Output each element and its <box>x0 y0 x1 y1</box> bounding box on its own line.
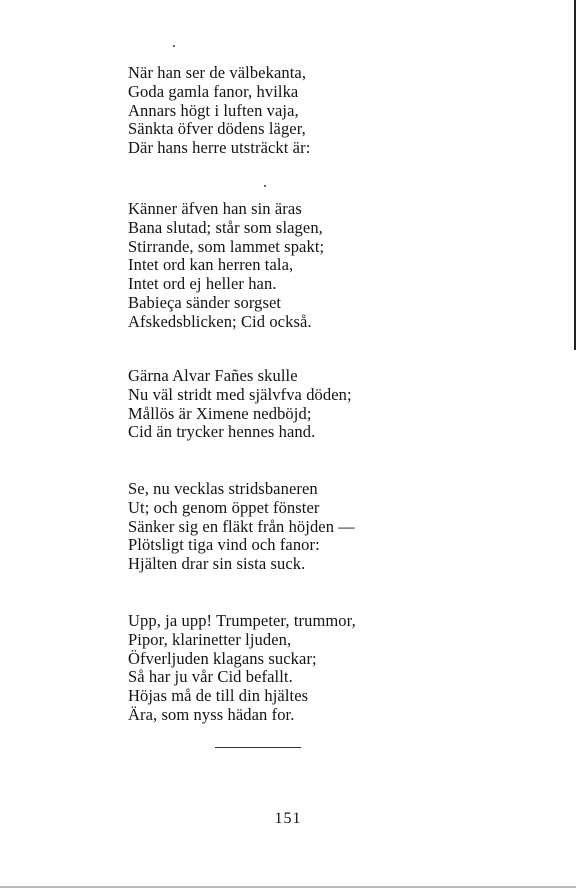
poem-line: Ära, som nyss hädan for. <box>128 704 295 724</box>
poem-line: Cid än trycker hennes hand. <box>128 422 316 442</box>
poem-line: Goda gamla fanor, hvilka <box>128 81 299 101</box>
poem-line: Ut; och genom öppet fönster <box>128 497 320 517</box>
stanza-5 <box>128 612 356 725</box>
poem-line: Där hans herre utsträckt är: <box>128 138 311 158</box>
poem-line: Gärna Alvar Fañes skulle <box>128 366 298 385</box>
poem-line: Sänkta öfver dödens läger, <box>128 119 306 139</box>
poem-line: Se, nu vecklas stridsbaneren <box>128 479 318 498</box>
ink-speck <box>264 185 266 187</box>
poem-line: Höjas må de till din hjältes <box>128 686 309 706</box>
stanza-4 <box>128 480 355 574</box>
ink-speck <box>173 45 175 47</box>
poem-line: Hjälten drar sin sista suck. <box>128 554 306 574</box>
section-rule <box>215 747 301 748</box>
poem-line: Babieça sänder sorgset <box>128 292 282 312</box>
poem-line: Pipor, klarinetter ljuden, <box>128 629 292 649</box>
poem-line: Sänker sig en fläkt från höjden — <box>128 516 355 536</box>
poem-line: Annars högt i luften vaja, <box>128 100 299 120</box>
poem-line: Stirrande, som lammet spakt; <box>128 236 325 256</box>
poem-line: Känner äfven han sin äras <box>128 199 302 218</box>
poem-line: Nu väl stridt med självfva döden; <box>128 384 352 404</box>
poem-line: Öfverljuden klagans suckar; <box>128 648 317 668</box>
poem-line: Mållös är Ximene nedböjd; <box>128 403 312 423</box>
poem-line: Intet ord kan herren tala, <box>128 255 294 275</box>
poem-line: Plötsligt tiga vind och fanor: <box>128 535 320 555</box>
poem-line: Upp, ja upp! Trumpeter, trummor, <box>128 611 356 630</box>
stanza-1 <box>128 64 310 158</box>
page-number: 151 <box>274 810 302 827</box>
poem-line: Intet ord ej heller han. <box>128 274 277 294</box>
poem-line: När han ser de välbekanta, <box>128 63 307 82</box>
stanza-2 <box>128 200 324 332</box>
poem-line: Afskedsblicken; Cid också. <box>128 311 312 331</box>
stanza-3 <box>128 367 352 442</box>
poem-line: Bana slutad; står som slagen, <box>128 217 323 237</box>
poem-line: Så har ju vår Cid befallt. <box>128 667 293 687</box>
